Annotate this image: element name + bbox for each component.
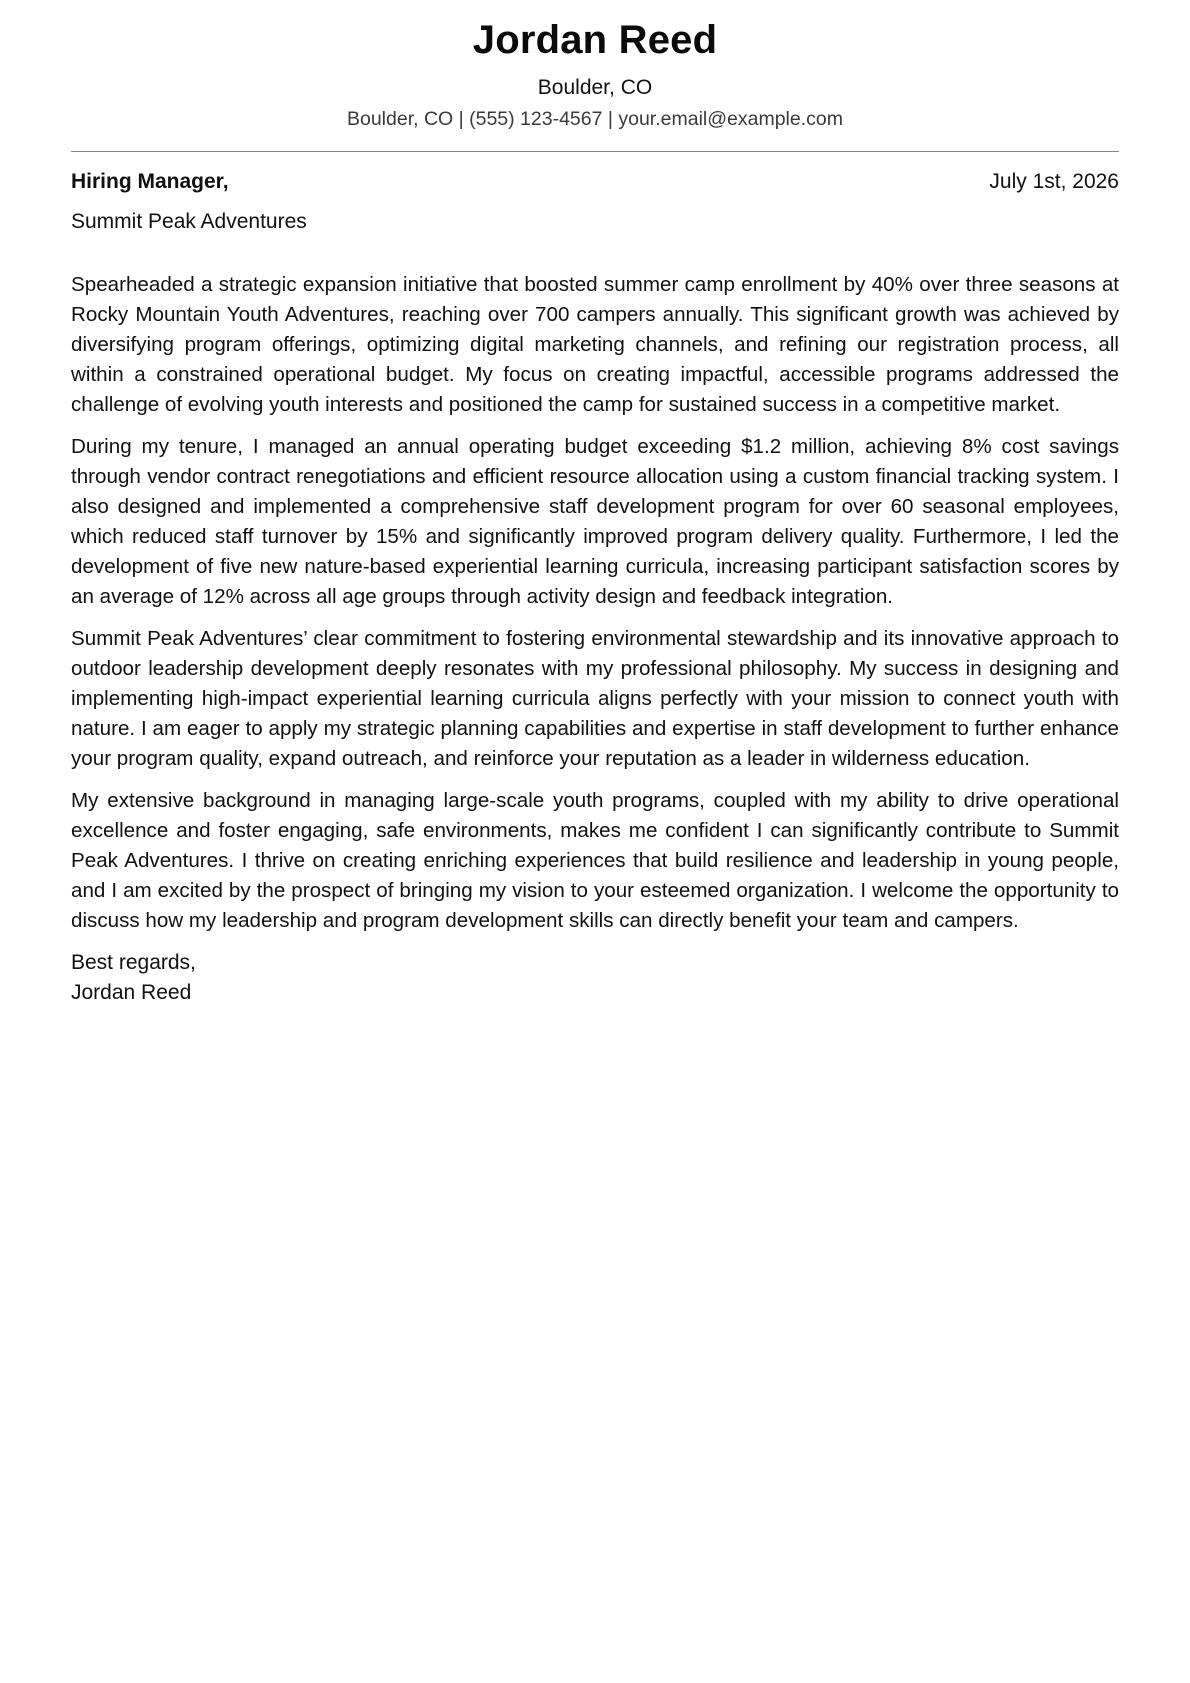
body-paragraph-2: During my tenure, I managed an annual operating budget exceeding $1.2 million, achieving 8% cost savings through vendor contract renegotiations and efficient resource allocation using a custom financial tracking system. I also designed and implemented a comprehensive staff development program for over 60 seasonal employees, which reduced staff turnover by 15% and significantly improved program delivery quality. Furthermore, I led the development of five new nature-based experiential learning curricula, increasing participant satisfaction scores by an average of 12% across all age groups through activity design and feedback integration. — [71, 435, 1119, 608]
applicant-location: Boulder, CO — [537, 76, 653, 99]
body-paragraph-3: Summit Peak Adventures’ clear commitment to fostering environmental stewardship and its innovative approach to outdoor leadership development deeply resonates with my professional philosophy. My success in designing and implementing high-impact experiential learning curricula aligns perfectly with your mission to connect youth with nature. I am eager to apply my strategic planning capabilities and expertise in staff development to further enhance your program quality, expand outreach, and reinforce your reputation as a leader in wilderness education. — [71, 627, 1119, 770]
company-name: Summit Peak Adventures — [71, 210, 307, 233]
letter-date: July 1st, 2026 — [989, 170, 1119, 193]
letter-body — [71, 270, 1119, 936]
closing-phrase: Best regards, — [71, 951, 196, 974]
recipient-date-row — [71, 168, 1119, 196]
body-paragraph-1: Spearheaded a strategic expansion initiative that boosted summer camp enrollment by 40% over three seasons at Rocky Mountain Youth Adventures, reaching over 700 campers annually. This significant growth was achieved by diversifying program offerings, optimizing digital marketing channels, and refining our registration process, all within a constrained operational budget. My focus on creating impactful, accessible programs addressed the challenge of evolving youth interests and positioned the camp for sustained success in a competitive market. — [71, 273, 1119, 416]
body-paragraph-4: My extensive background in managing large-scale youth programs, coupled with my ability to drive operational excellence and foster engaging, safe environments, makes me confident I can significantly contribute to Summit Peak Adventures. I thrive on creating enriching experiences that build resilience and leadership in young people, and I am excited by the prospect of bringing my vision to your esteemed organization. I welcome the opportunity to discuss how my leadership and program development skills can directly benefit your team and campers. — [71, 789, 1119, 932]
letter-header — [71, 0, 1119, 132]
signature-name: Jordan Reed — [71, 981, 192, 1004]
letter-closing — [71, 948, 1119, 1008]
contact-line: Boulder, CO | (555) 123-4567 | your.email@example.com — [346, 108, 843, 130]
recipient-salutation: Hiring Manager, — [71, 170, 229, 193]
header-divider — [71, 151, 1119, 152]
applicant-name: Jordan Reed — [472, 18, 718, 62]
